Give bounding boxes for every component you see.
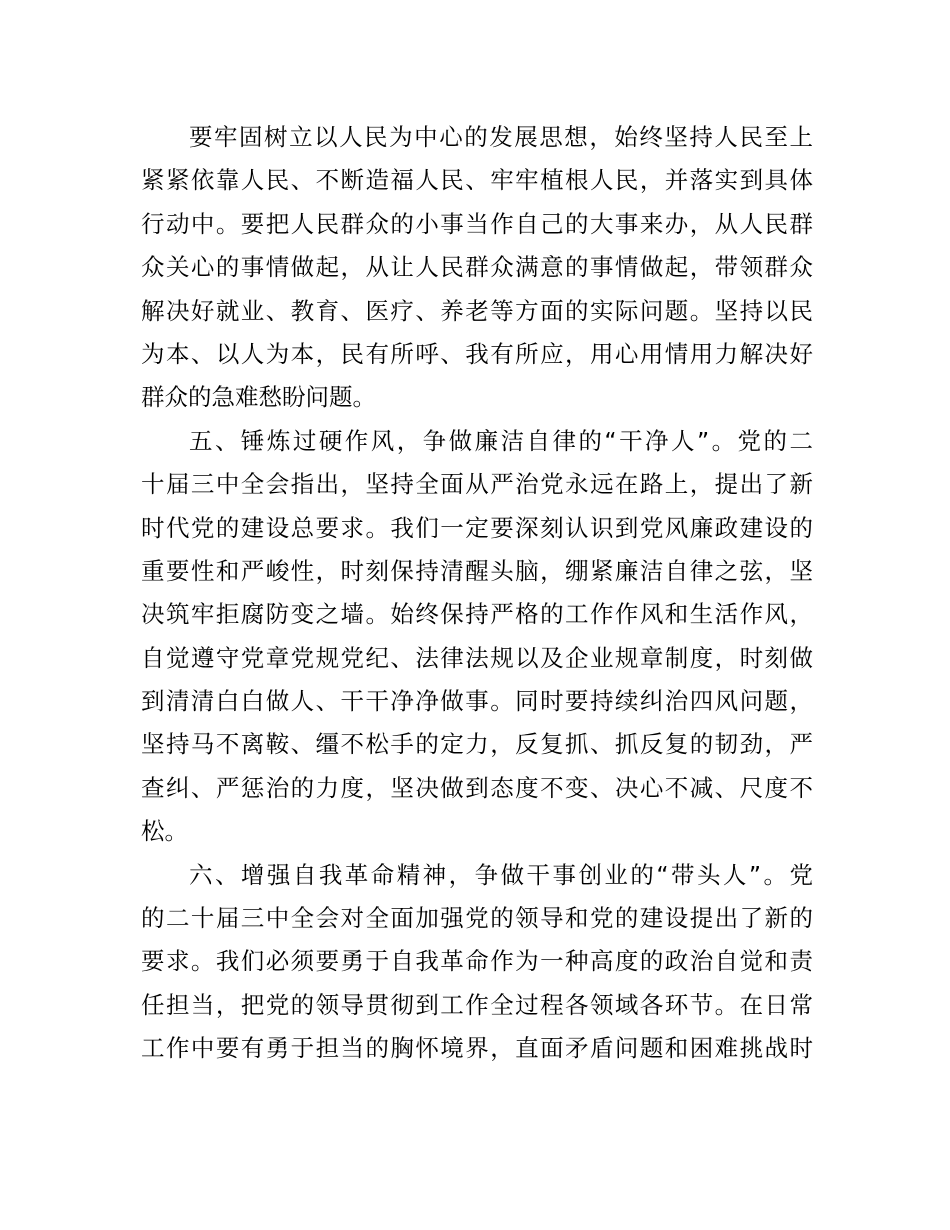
section-heading-line: 五、锤炼过硬作风，争做廉洁自律的“干净人”。党的二	[189, 426, 813, 455]
text-line: 松。	[141, 817, 188, 846]
text-line: 群众的急难愁盼问题。	[141, 383, 376, 412]
section-heading-line: 六、增强自我革命精神，争做干事创业的“带头人”。党	[189, 860, 813, 889]
text-line: 众关心的事情做起，从让人民群众满意的事情做起，带领群众	[141, 253, 813, 282]
text-line: 解决好就业、教育、医疗、养老等方面的实际问题。坚持以民	[141, 296, 813, 325]
paragraph-section-six	[141, 854, 813, 1071]
text-line: 要求。我们必须要勇于自我革命作为一种高度的政治自觉和责	[141, 947, 813, 976]
text-line: 坚持马不离鞍、缰不松手的定力，反复抓、抓反复的韧劲，严	[141, 730, 813, 759]
document-body	[141, 116, 813, 1071]
text-line: 自觉遵守党章党规党纪、法律法规以及企业规章制度，时刻做	[141, 643, 813, 672]
text-line: 时代党的建设总要求。我们一定要深刻认识到党风廉政建设的	[141, 513, 813, 542]
text-line: 任担当，把党的领导贯彻到工作全过程各领域各环节。在日常	[141, 990, 813, 1019]
text-line: 到清清白白做人、干干净净做事。同时要持续纠治四风问题，	[141, 687, 813, 716]
text-line: 重要性和严峻性，时刻保持清醒头脑，绷紧廉洁自律之弦，坚	[141, 556, 813, 585]
text-line: 十届三中全会指出，坚持全面从严治党永远在路上，提出了新	[141, 470, 813, 499]
paragraph-people-centered	[141, 116, 813, 420]
text-line: 工作中要有勇于担当的胸怀境界，直面矛盾问题和困难挑战时	[141, 1034, 813, 1063]
paragraph-section-five	[141, 420, 813, 854]
text-line: 的二十届三中全会对全面加强党的领导和党的建设提出了新的	[141, 904, 813, 933]
text-line: 决筑牢拒腐防变之墙。始终保持严格的工作作风和生活作风，	[141, 600, 813, 629]
text-line: 要牢固树立以人民为中心的发展思想，始终坚持人民至上	[189, 123, 813, 151]
text-line: 紧紧依靠人民、不断造福人民、牢牢植根人民，并落实到具体	[141, 166, 813, 195]
text-line: 行动中。要把人民群众的小事当作自己的大事来办，从人民群	[141, 209, 813, 238]
text-line: 为本、以人为本，民有所呼、我有所应，用心用情用力解决好	[141, 339, 813, 368]
text-line: 查纠、严惩治的力度，坚决做到态度不变、决心不减、尺度不	[141, 773, 813, 802]
